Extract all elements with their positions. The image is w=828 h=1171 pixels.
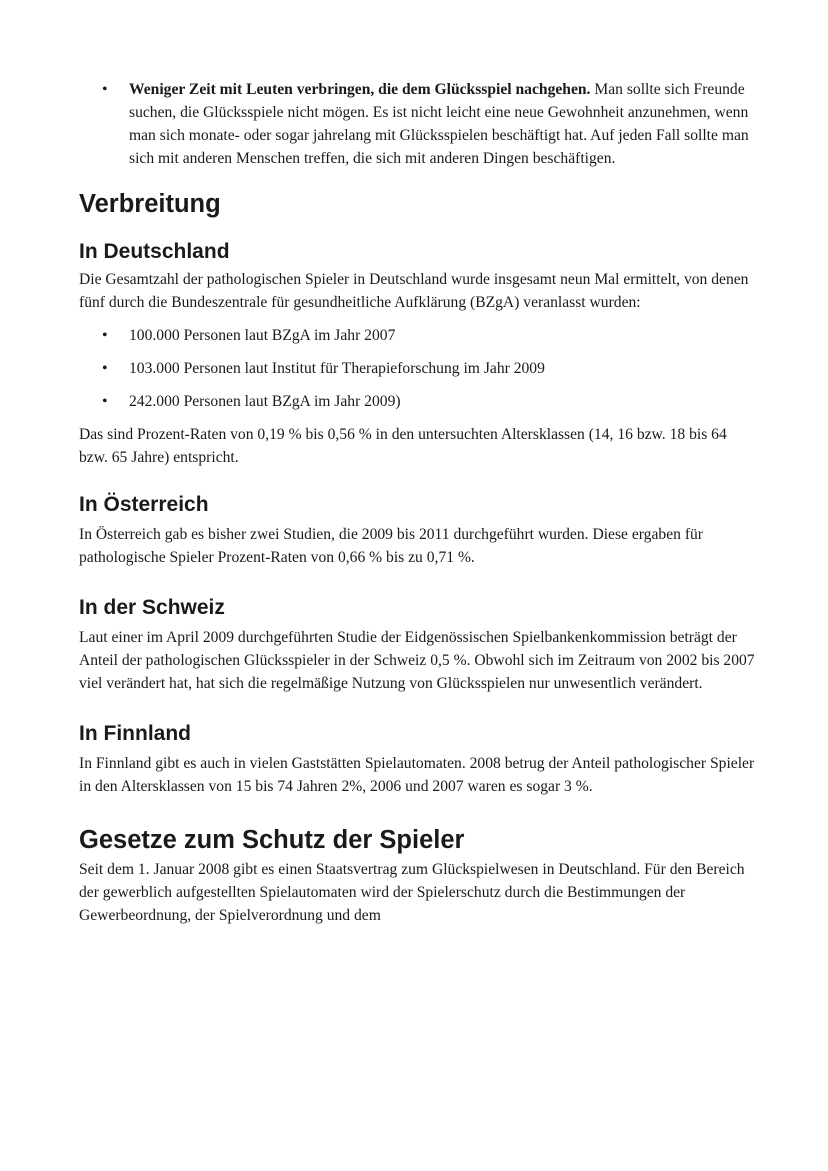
bullet-bold-lead: Weniger Zeit mit Leuten verbringen, die dem Glücksspiel nachgehen. (129, 81, 591, 98)
paragraph-schweiz: Laut einer im April 2009 durchgeführten Studie der Eidgenössischen Spielbankenkommission beträgt der Anteil der pathologischen Glücksspieler in der Schweiz 0,5 %. Obwohl sich im Zeitraum von 2002 bis 2007 viel verändert hat, hat sich die regelmäßige Nutzung von Glücksspielen nur unwesentlich verändert. (79, 629, 755, 692)
list-item: • 242.000 Personen laut BZgA im Jahr 2009) (79, 390, 759, 413)
list-item (79, 78, 759, 170)
heading-verbreitung: Verbreitung (79, 190, 221, 218)
list-item: • 100.000 Personen laut BZgA im Jahr 2007 (79, 324, 759, 347)
paragraph-gesetze: Seit dem 1. Januar 2008 gibt es einen Staatsvertrag zum Glückspielwesen in Deutschland. Für den Bereich der gewerblich aufgestellten Spielautomaten wird der Spielerschutz durch die Bestimmungen der Gewerbeordnung, der Spielverordnung und dem (79, 861, 745, 924)
heading-gesetze: Gesetze zum Schutz der Spieler (79, 826, 465, 854)
bullet-text: Man sollte sich Freunde suchen, die Glücksspiele nicht mögen. Es ist nicht leicht eine neue Gewohnheit anzunehmen, wenn man sich monate- oder sogar jahrelang mit Glücksspielen beschäftigt hat. Auf jeden Fall sollte man sich mit anderen Menschen treffen, die sich mit anderen Dingen beschäftigen. (129, 81, 749, 167)
heading-oesterreich: In Österreich (79, 493, 209, 516)
paragraph-deutschland-rates: Das sind Prozent-Raten von 0,19 % bis 0,56 % in den untersuchten Altersklassen (14, 16 bzw. 18 bis 64 bzw. 65 Jahre) entspricht. (79, 426, 727, 466)
heading-deutschland: In Deutschland (79, 240, 230, 263)
paragraph-oesterreich: In Österreich gab es bisher zwei Studien, die 2009 bis 2011 durchgeführt wurden. Diese ergaben für pathologische Spieler Prozent-Raten von 0,66 % bis zu 0,71 %. (79, 526, 704, 566)
deutschland-stats-list (79, 324, 759, 413)
heading-finnland: In Finnland (79, 722, 191, 745)
heading-schweiz: In der Schweiz (79, 596, 225, 619)
paragraph-finnland: In Finnland gibt es auch in vielen Gaststätten Spielautomaten. 2008 betrug der Anteil pathologischer Spieler in den Altersklassen von 15 bis 74 Jahren 2%, 2006 und 2007 waren es sogar 3 %. (79, 755, 755, 795)
list-item: • 103.000 Personen laut Institut für Therapieforschung im Jahr 2009 (79, 357, 759, 380)
document-page (79, 78, 759, 927)
intro-bullet-list (79, 78, 759, 170)
paragraph-deutschland: Die Gesamtzahl der pathologischen Spieler in Deutschland wurde insgesamt neun Mal ermittelt, von denen fünf durch die Bundeszentrale für gesundheitliche Aufklärung (BZgA) veranlasst wurden: (79, 271, 749, 311)
